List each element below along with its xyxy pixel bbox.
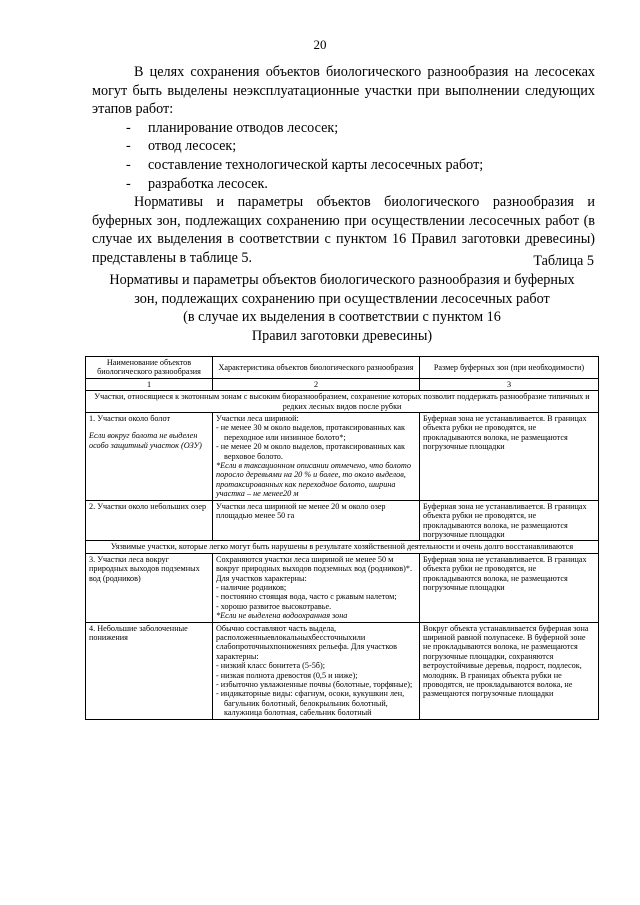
header-characteristic: Характеристика объектов биологического разнообразия — [213, 357, 420, 379]
page-number: 20 — [313, 37, 327, 52]
table-row: 3. Участки леса вокруг природных выходов подземных вод (родников) Сохраняются участки леса шириной не менее 50 м вокруг природных выходов подземных вод (родников)*. Для участков характерны: - наличие родников; - постоянно стоящая вода, часто с ржавым налетом; - хорошо развитое высокотравье. *Если не выделена водоохранная зона Буферная зона не устанавливается. В границах объекта рубки не проводятся, не прокладываются волока, не размещаются погрузочные площадки — [86, 553, 599, 622]
table-label: Таблица 5 — [533, 253, 594, 269]
list-item: - планирование отводов лесосек; — [126, 119, 339, 136]
column-number-row: 1 2 3 — [86, 378, 599, 390]
section-row: Участки, относящиеся к экотонным зонам с высоким биоразнообразием, сохранение которых позволит поддержать разнообразие типичных и редких лесных видов после рубки — [86, 391, 599, 413]
norms-paragraph: Нормативы и параметры объектов биологического разнообразия и буферных зон, подлежащих сохранению при осуществлении лесосечных работ (в случае их выделения в соответствии с пунктом 16 Правил заготовки древесины) представлены в таблице 5. — [92, 194, 595, 266]
table-title: Нормативы и параметры объектов биологического разнообразия и буферных зон, подлежащих сохранению при осуществлении лесосечных работ (в случае их выделения в соответствии с пунктом 16 Правил заготовки древесины) — [109, 272, 575, 344]
header-name: Наименование объектов биологического разнообразия — [86, 357, 213, 379]
list-item: - отвод лесосек; — [126, 138, 237, 155]
table-row: 1. Участки около болот Если вокруг болота не выделен особо защитный участок (ОЗУ) Участки леса шириной: - не менее 30 м около выделов, протаксированных как переходное или низинное болото*; - не менее 20 м около выделов, протаксированных как верховое болото. *Если в таксационном описании отмечено, что болото поросло деревьями на 20 % и более, то около выделов, протаксированных как переходное болото, ширина участка – не менее20 м Буферная зона не устанавливается. В границах объекта рубки не проводятся, не прокладываются волока, не размещаются погрузочные площадки — [86, 413, 599, 501]
list-item: - составление технологической карты лесосечных работ; — [126, 156, 484, 173]
main-text — [92, 63, 595, 268]
stages-list — [92, 119, 595, 193]
header-buffer: Размер буферных зон (при необходимости) — [420, 357, 599, 379]
norms-table — [85, 356, 599, 720]
table-header-row — [86, 357, 599, 379]
intro-paragraph: В целях сохранения объектов биологического разнообразия на лесосеках могут быть выделены неэксплуатационные участки при выполнении следующих этапов работ: — [92, 64, 595, 118]
table-row: 4. Небольшие заболоченные понижения Обычно составляют часть выдела, расположенныевлокальныхбессточныхили слабопроточныхпонижениях рельефа. Для участков характерны: - низкий класс бонитета (5-5б); - низкая полнота древостоя (0,5 и ниже); - избыточно увлажненные почвы (болотные, торфяные); - индикаторные виды: сфагнум, осоки, кукушкин лен, багульник болотный, белокрыльник болотный, калужница болотная, сабельник болотный Вокруг объекта устанавливается буферная зона шириной равной полупасеке. В буферной зоне не прокладываются волока, не размещаются погрузочные площадки, сохраняются ветроустойчивые деревья, подрост, подлесок, молодняк. В границах объекта рубки не проводятся, не прокладываются волока, не размещаются погрузочные площадки — [86, 622, 599, 719]
table-row: 2. Участки около небольших озер Участки леса шириной не менее 20 м около озер площадью менее 50 га Буферная зона не устанавливается. В границах объекта рубки не проводятся, не прокладываются волока, не размещаются погрузочные площадки — [86, 500, 599, 541]
list-item: - разработка лесосек. — [126, 175, 268, 192]
section-row: Уязвимые участки, которые легко могут быть нарушены в результате хозяйственной деятельности и очень долго восстанавливаются — [86, 541, 599, 553]
